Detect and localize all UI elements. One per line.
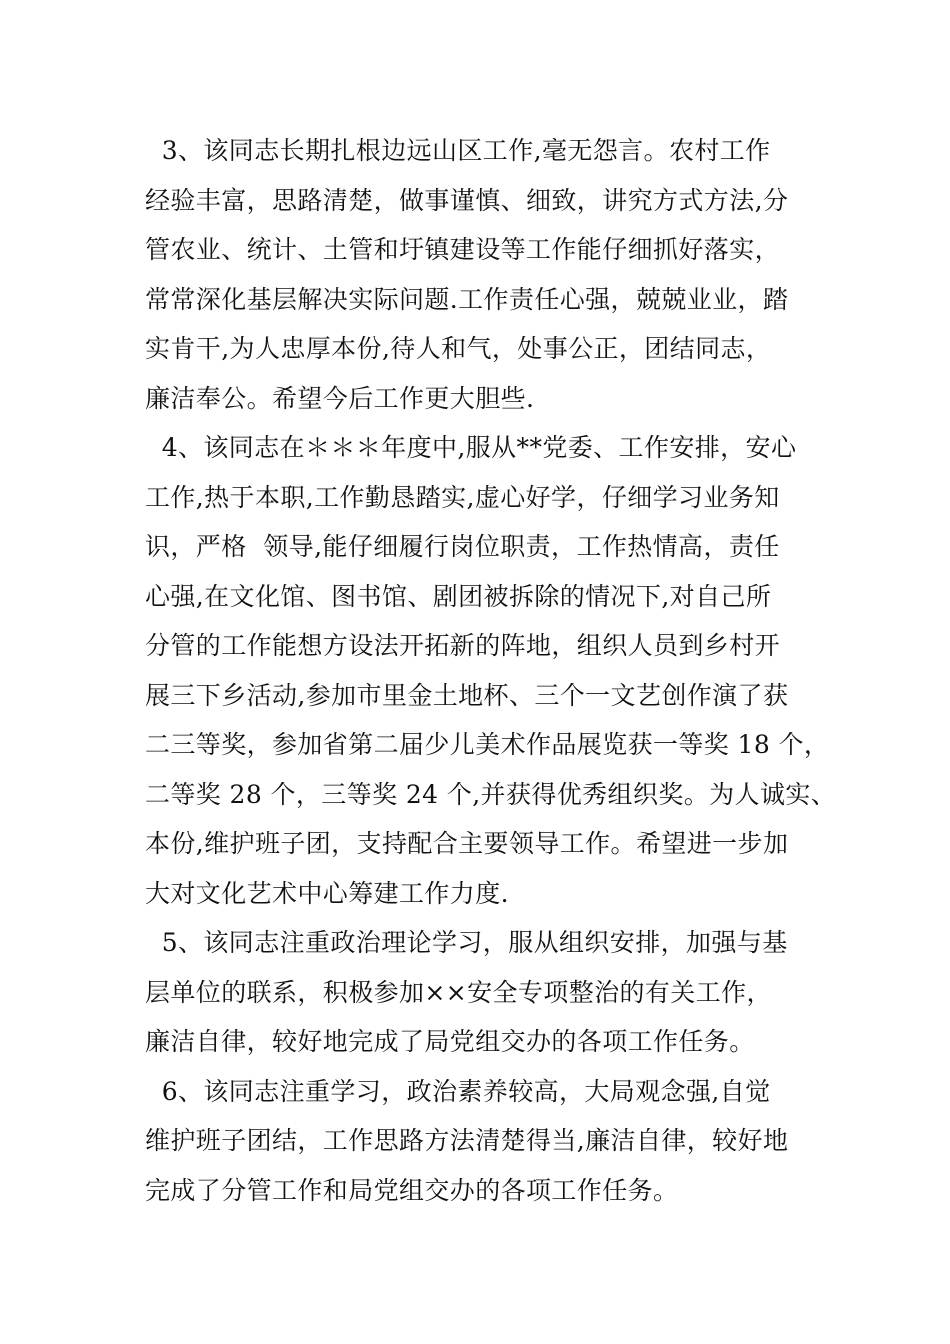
text-line: 6、该同志注重学习，政治素养较高，大局观念强,自觉 — [145, 1076, 771, 1106]
paragraph-4 — [145, 423, 837, 918]
text-line: 3、该同志长期扎根边远山区工作,毫无怨言。农村工作 — [145, 136, 771, 165]
text-line: 完成了分管工作和局党组交办的各项工作任务。 — [145, 1175, 679, 1205]
text-line: 实肯干,为人忠厚本份,待人和气，处事公正，团结同志， — [145, 334, 772, 363]
text-line: 心强,在文化馆、图书馆、剧团被拆除的情况下,对自己所 — [145, 581, 772, 611]
text-line: 5、该同志注重政治理论学习，服从组织安排，加强与基 — [145, 928, 788, 957]
text-line: 本份,维护班子团，支持配合主要领导工作。希望进一步加 — [145, 829, 789, 858]
text-line: 经验丰富，思路清楚，做事谨慎、细致，讲究方式方法,分 — [145, 185, 789, 215]
text-line: 廉洁奉公。希望今后工作更大胆些. — [145, 383, 535, 413]
text-line: 分管的工作能想方设法开拓新的阵地，组织人员到乡村开 — [145, 631, 781, 660]
text-line: 展三下乡活动,参加市里金土地杯、三个一文艺创作演了获 — [145, 680, 789, 710]
text-line: 二等奖 28 个，三等奖 24 个,并获得优秀组织奖。为人诚实、 — [145, 779, 837, 809]
paragraph-6 — [145, 1067, 815, 1216]
text-line: 维护班子团结，工作思路方法清楚得当,廉洁自律，较好地 — [145, 1126, 789, 1155]
text-line: 二三等奖，参加省第二届少儿美术作品展览获一等奖 18 个， — [145, 730, 830, 759]
paragraph-3 — [145, 126, 815, 423]
document-body — [145, 126, 837, 1215]
text-line: 廉洁自律，较好地完成了局党组交办的各项工作任务。 — [145, 1027, 755, 1056]
text-line: 工作,热于本职,工作勤恳踏实,虚心好学，仔细学习业务知 — [145, 482, 780, 512]
text-line: 大对文化艺术中心筹建工作力度. — [145, 878, 509, 908]
text-line: 4、该同志在＊＊＊年度中,服从**党委、工作安排，安心 — [145, 433, 797, 462]
text-line: 管农业、统计、土管和圩镇建设等工作能仔细抓好落实， — [145, 235, 781, 264]
text-line: 层单位的联系，积极参加××安全专项整治的有关工作， — [145, 977, 772, 1007]
text-line: 识，严格 领导,能仔细履行岗位职责，工作热情高，责任 — [145, 532, 780, 561]
text-line: 常常深化基层解决实际问题.工作责任心强，兢兢业业，踏 — [145, 284, 789, 314]
paragraph-5 — [145, 918, 815, 1067]
